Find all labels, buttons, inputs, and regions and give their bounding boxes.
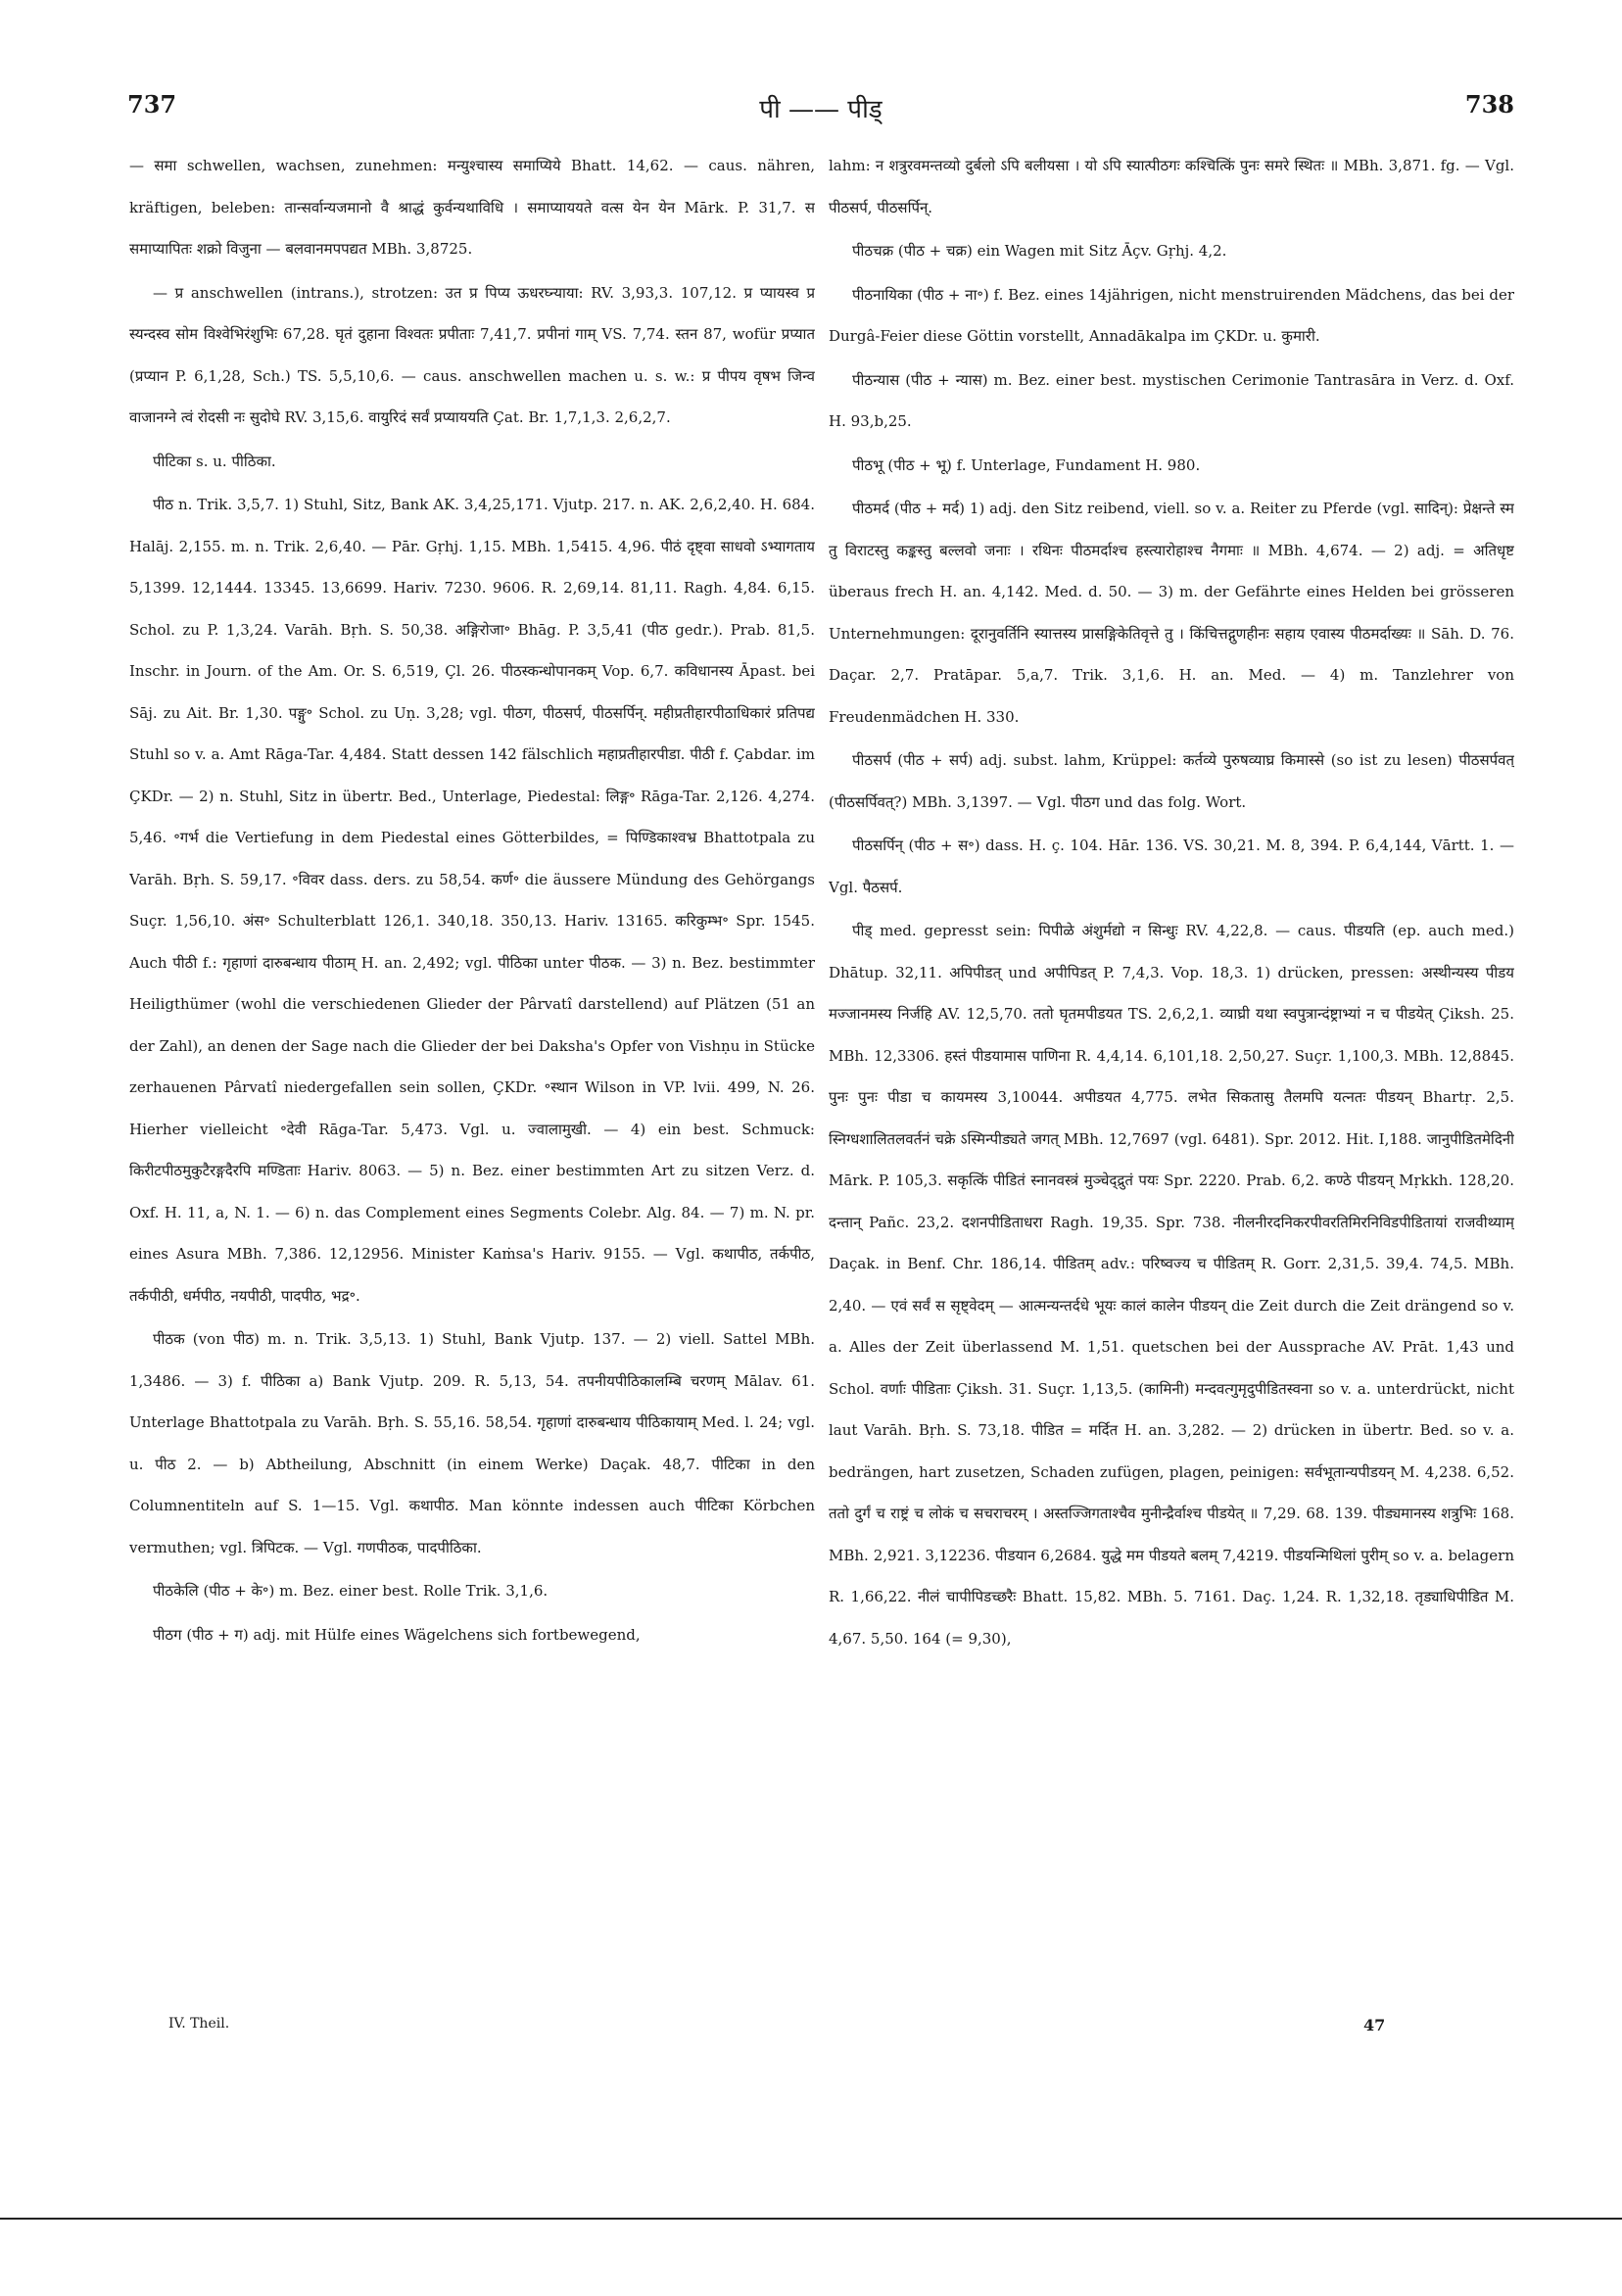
scan-edge-rule bbox=[0, 2218, 1622, 2220]
entry-paragraph: पीठभू (पीठ + भू) f. Unterlage, Fundament H. 980. bbox=[852, 455, 1201, 474]
entry-paragraph: — समा schwellen, wachsen, zunehmen: मन्युश्चास्य समाप्यिये Bhatt. 14,62. — caus. nähren, kräftigen, beleben: तान्सर्वान्यजमानो वै श्राद्धं कुर्वन्यथाविधि । समाप्याययते वत्स येन येन Mārk. P. 31,7. स समाप्यापितः शक्रो विजुना — बलवानमपपद्यत MBh. 3,8725. bbox=[129, 157, 815, 258]
entry-paragraph: पीठसर्पिन् (पीठ + स॰) dass. H. ç. 104. Hār. 136. VS. 30,21. M. 8, 394. P. 6,4,144, Vārtt. 1. — Vgl. पैठसर्प. bbox=[829, 837, 1514, 896]
entry-paragraph: पीठमर्द (पीठ + मर्द) 1) adj. den Sitz reibend, viell. so v. a. Reiter zu Pferde (vgl. सादिन्): प्रेक्षन्ते स्म तु विराटस्तु कङ्कस्तु बल्लवो जनाः । रथिनः पीठमर्दाश्च हस्त्यारोहाश्च नैगमाः ॥ MBh. 4,674. — 2) adj. = अतिधृष्ट überaus frech H. an. 4,142. Med. d. 50. — 3) m. der Gefährte eines Helden bei grösseren Unternehmungen: दूरानुवर्तिनि स्यात्तस्य प्रासङ्गिकेतिवृत्ते तु । किंचित्तद्गुणहीनः सहाय एवास्य पीठमर्दाख्यः ॥ Sāh. D. 76. Daçar. 2,7. Pratāpar. 5,a,7. Trik. 3,1,6. H. an. Med. — 4) m. Tanzlehrer von Freudenmädchen H. 330. bbox=[829, 500, 1514, 726]
page-number-right: 738 bbox=[1464, 90, 1514, 119]
page-header bbox=[127, 90, 1514, 129]
entry-paragraph: lahm: न शत्रुरवमन्तव्यो दुर्बलो ऽपि बलीयसा । यो ऽपि स्यात्पीठगः कश्चित्किं पुनः समरे स्थितः ॥ MBh. 3,871. fg. — Vgl. पीठसर्प, पीठसर्पिन्. bbox=[829, 157, 1514, 216]
entry-paragraph: — प्र anschwellen (intrans.), strotzen: उत प्र पिप्य ऊधरघ्न्याया: RV. 3,93,3. 107,12. प्र प्यायस्व प्र स्यन्दस्व सोम विश्वेभिरंशुभिः 67,28. घृतं दुहाना विश्वतः प्रपीताः 7,41,7. प्रपीनां गाम् VS. 7,74. स्तन 87, wofür प्रप्यात (प्रप्यान P. 6,1,28, Sch.) TS. 5,5,10,6. — caus. anschwellen machen u. s. w.: प्र पीपय वृषभ जिन्व वाजानग्ने त्वं रोदसी नः सुदोघे RV. 3,15,6. वायुरिदं सर्वं प्रप्याययति Çat. Br. 1,7,1,3. 2,6,2,7. bbox=[129, 283, 815, 426]
running-title: पी —— पीड् bbox=[759, 95, 883, 124]
entry-paragraph: पीठग (पीठ + ग) adj. mit Hülfe eines Wägelchens sich fortbewegend, bbox=[153, 1625, 641, 1644]
entry-paragraph: पीठकेलि (पीठ + के॰) m. Bez. einer best. Rolle Trik. 3,1,6. bbox=[153, 1582, 549, 1600]
volume-note: IV. Theil. bbox=[168, 2016, 230, 2032]
entry-paragraph: पीड् med. gepresst sein: पिपीळे अंशुर्मद्यो न सिन्धुः RV. 4,22,8. — caus. पीडयति (ep. auch med.) Dhātup. 32,11. अपिपीडत् und अपीपिडत् P. 7,4,3. Vop. 18,3. 1) drücken, pressen: अस्थीन्यस्य पीडय मज्जानमस्य निर्जहि AV. 12,5,70. ततो घृतमपीडयत TS. 2,6,2,1. व्याघ्री यथा स्वपुत्रान्दंष्ट्राभ्यां न च पीडयेत् Çiksh. 25. MBh. 12,3306. हस्तं पीडयामास पाणिना R. 4,4,14. 6,101,18. 2,50,27. Suçr. 1,100,3. MBh. 12,8845. पुनः पुनः पीडा च कायमस्य 3,10044. अपीडयत 4,775. लभेत सिकतासु तैलमपि यत्नतः पीडयन् Bhartṛ. 2,5. स्निग्धशालितलवर्तनं चक्रे ऽस्मिन्पीड्यते जगत् MBh. 12,7697 (vgl. 6481). Spr. 2012. Hit. I,188. जानुपीडितमेदिनी Mārk. P. 105,3. सकृत्किं पीडितं स्नानवस्त्रं मुञ्चेद्द्रुतं पयः Spr. 2220. Prab. 6,2. कण्ठे पीडयन् Mṛkkh. 128,20. दन्तान् Pañc. 23,2. दशनपीडिताधरा Ragh. 19,35. Spr. 738. नीलनीरदनिकरपीवरतिमिरनिविडपीडितायां राजवीथ्याम् Daçak. in Benf. Chr. 186,14. पीडितम् adv.: परिष्वज्य च पीडितम् R. Gorr. 2,31,5. 39,4. 74,5. MBh. 2,40. — एवं सर्वं स सृष्ट्वेदम् — आत्मन्यन्तर्दधे भूयः कालं कालेन पीडयन् die Zeit durch die Zeit drängend so v. a. Alles der Zeit überlassend M. 1,51. quetschen bei der Aussprache AV. Prāt. 1,43 und Schol. वर्णाः पीडिताः Çiksh. 31. Suçr. 1,13,5. (कामिनी) मन्दवत्गुमृदुपीडितस्वना so v. a. unterdrückt, nicht laut Varāh. Bṛh. S. 73,18. पीडित = मर्दित H. an. 3,282. — 2) drücken in übertr. Bed. so v. a. bedrängen, hart zusetzen, Schaden zufügen, plagen, peinigen: सर्वभूतान्यपीडयन् M. 4,238. 6,52. ततो दुर्गं च राष्ट्रं च लोकं च सचराचरम् । अस्तज्जिगताश्चैव मुनीन्द्रैर्वाश्च पीडयेत् ॥ 7,29. 68. 139. पीड्यमानस्य शत्रुभिः 168. MBh. 2,921. 3,12236. पीडयान 6,2684. युद्धे मम पीडयते बलम् 7,4219. पीडयन्मिथिलां पुरीम् so v. a. belagern R. 1,66,22. नीलं चापीपिडच्छरैः Bhatt. 15,82. MBh. 5. 7161. Daç. 1,24. R. 1,32,18. तृड्याधिपीडित M. 4,67. 5,50. 164 (= 9,30), bbox=[829, 922, 1514, 1648]
entry-paragraph: पीठक (von पीठ) m. n. Trik. 3,5,13. 1) Stuhl, Bank Vjutp. 137. — 2) viell. Sattel MBh. 1,3486. — 3) f. पीठिका a) Bank Vjutp. 209. R. 5,13, 54. तपनीयपीठिकालम्बि चरणम् Mālav. 61. Unterlage Bhattotpala zu Varāh. Bṛh. S. 55,16. 58,54. गृहाणां दारुबन्धाय पीठिकायाम् Med. l. 24; vgl. u. पीठ 2. — b) Abtheilung, Abschnitt (in einem Werke) Daçak. 48,7. पीटिका in den Columnentiteln auf S. 1—15. Vgl. कथापीठ. Man könnte indessen auch पीटिका Körbchen vermuthen; vgl. त्रिपिटक. — Vgl. गणपीठक, पादपीठिका. bbox=[129, 1330, 815, 1556]
entry-paragraph: पीठसर्प (पीठ + सर्प) adj. subst. lahm, Krüppel: कर्तव्ये पुरुषव्याघ्र किमास्से (so ist zu lesen) पीठसर्पवत् (पीठसर्पिवत्?) MBh. 3,1397. — Vgl. पीठग und das folg. Wort. bbox=[829, 751, 1514, 811]
left-column bbox=[129, 145, 815, 2026]
signature-mark: 47 bbox=[1363, 2016, 1386, 2034]
entry-paragraph: पीटिका s. u. पीठिका. bbox=[153, 452, 276, 470]
entry-paragraph: पीठचक्र (पीठ + चक्र) ein Wagen mit Sitz Āçv. Gṛhj. 4,2. bbox=[852, 242, 1227, 260]
entry-paragraph: पीठ n. Trik. 3,5,7. 1) Stuhl, Sitz, Bank AK. 3,4,25,171. Vjutp. 217. n. AK. 2,6,2,40. H. 684. Halāj. 2,155. m. n. Trik. 2,6,40. — Pār. Gṛhj. 1,15. MBh. 1,5415. 4,96. पीठं दृष्ट्वा साधवो ऽभ्यागताय 5,1399. 12,1444. 13345. 13,6699. Hariv. 7230. 9606. R. 2,69,14. 81,11. Ragh. 4,84. 6,15. Schol. zu P. 1,3,24. Varāh. Bṛh. S. 50,38. अङ्गिरोजा॰ Bhāg. P. 3,5,41 (पीठ gedr.). Prab. 81,5. Inschr. in Journ. of the Am. Or. S. 6,519, Çl. 26. पीठस्कन्धोपानकम् Vop. 6,7. कविधानस्य Āpast. bei Sāj. zu Ait. Br. 1,30. पङ्गु॰ Schol. zu Uṇ. 3,28; vgl. पीठग, पीठसर्प, पीठसर्पिन्. महीप्रतीहारपीठाधिकारं प्रतिपद्य Stuhl so v. a. Amt Rāga-Tar. 4,484. Statt dessen 142 fälschlich महाप्रतीहारपीडा. पीठी f. Çabdar. im ÇKDr. — 2) n. Stuhl, Sitz in übertr. Bed., Unterlage, Piedestal: लिङ्ग॰ Rāga-Tar. 2,126. 4,274. 5,46. ॰गर्भ die Vertiefung in dem Piedestal eines Götterbildes, = पिण्डिकाश्वभ्र Bhattotpala zu Varāh. Bṛh. S. 59,17. ॰विवर dass. ders. zu 58,54. कर्ण॰ die äussere Mündung des Gehörgangs Suçr. 1,56,10. अंस॰ Schulterblatt 126,1. 340,18. 350,13. Hariv. 13165. करिकुम्भ॰ Spr. 1545. Auch पीठी f.: गृहाणां दारुबन्धाय पीठाम् H. an. 2,492; vgl. पीठिका unter पीठक. — 3) n. Bez. bestimmter Heiligthümer (wohl die verschiedenen Glieder der Pârvatî darstellend) auf Plätzen (51 an der Zahl), an denen der Sage nach die Glieder der bei Daksha's Opfer von Vishṇu in Stücke zerhauenen Pârvatî niedergefallen sein sollen, ÇKDr. ॰स्थान Wilson in VP. lvii. 499, N. 26. Hierher vielleicht ॰देवी Rāga-Tar. 5,473. Vgl. u. ज्वालामुखी. — 4) ein best. Schmuck: किरीटपीठमुकुटैरङ्गदैरपि मण्डिताः Hariv. 8063. — 5) n. Bez. einer bestimmten Art zu sitzen Verz. d. Oxf. H. 11, a, N. 1. — 6) n. das Complement eines Segments Colebr. Alg. 84. — 7) m. N. pr. eines Asura MBh. 7,386. 12,12956. Minister Kaṁsa's Hariv. 9155. — Vgl. कथापीठ, तर्कपीठ, तर्कपीठी, धर्मपीठ, नयपीठी, पादपीठ, भद्र॰. bbox=[129, 496, 815, 1305]
entry-paragraph: पीठनायिका (पीठ + ना॰) f. Bez. eines 14jährigen, nicht menstruirenden Mädchens, das bei der Durgâ-Feier diese Göttin vorstellt, Annadākalpa im ÇKDr. u. कुमारी. bbox=[829, 285, 1514, 345]
entry-paragraph: पीठन्यास (पीठ + न्यास) m. Bez. einer best. mystischen Cerimonie Tantrasāra in Verz. d. Oxf. H. 93,b,25. bbox=[829, 370, 1514, 430]
page-number-left: 737 bbox=[127, 90, 177, 119]
right-column bbox=[829, 145, 1514, 2026]
